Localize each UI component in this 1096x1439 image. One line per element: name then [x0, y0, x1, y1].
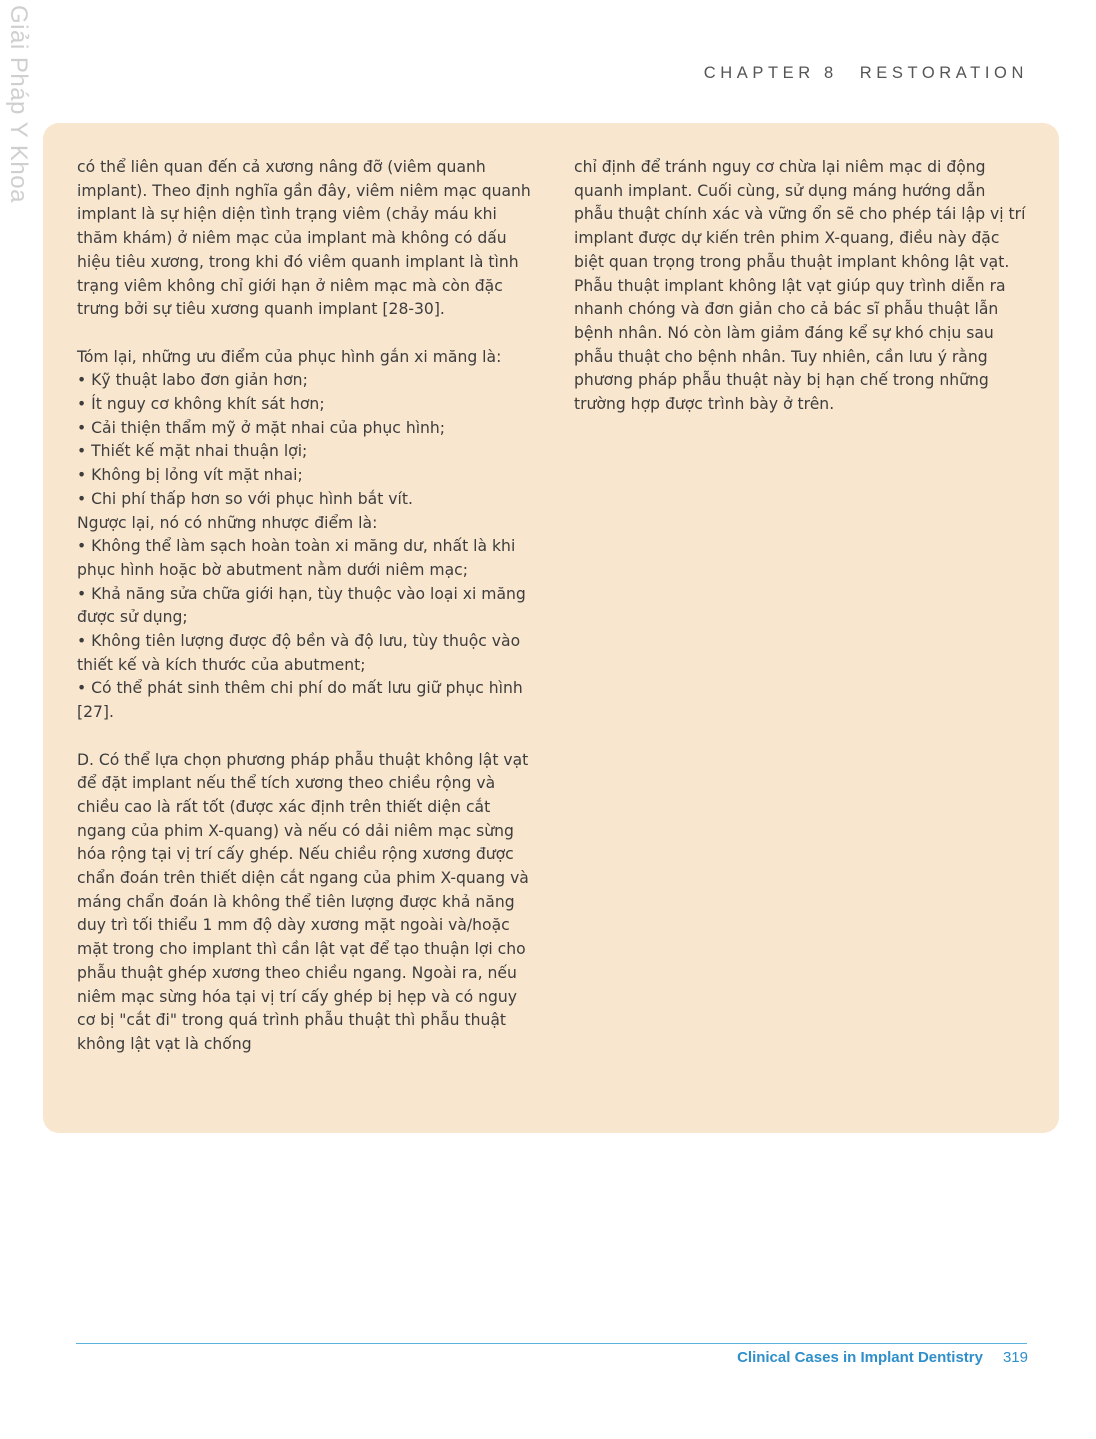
left-column — [77, 156, 535, 1057]
list-item: • Không thể làm sạch hoàn toàn xi măng dư, nhất là khi phục hình hoặc bờ abutment nằm dưới niêm mạc; — [77, 535, 535, 582]
advantages-intro: Tóm lại, những ưu điểm của phục hình gắn xi măng là: — [77, 347, 502, 366]
disadvantages-list — [77, 535, 535, 725]
list-item: • Không tiên lượng được độ bền và độ lưu, tùy thuộc vào thiết kế và kích thước của abutment; — [77, 630, 535, 677]
list-item: • Không bị lỏng vít mặt nhai; — [77, 464, 535, 488]
footer-rule — [76, 1343, 1027, 1344]
text-panel — [43, 123, 1059, 1133]
list-item: • Thiết kế mặt nhai thuận lợi; — [77, 440, 535, 464]
list-item: • Kỹ thuật labo đơn giản hơn; — [77, 369, 535, 393]
list-item: • Khả năng sửa chữa giới hạn, tùy thuộc vào loại xi măng được sử dụng; — [77, 583, 535, 630]
section-label: RESTORATION — [859, 64, 1028, 82]
paragraph-peri-implant: có thể liên quan đến cả xương nâng đỡ (viêm quanh implant). Theo định nghĩa gần đây, viêm niêm mạc quanh implant là sự hiện diện tình trạng viêm (chảy máu khi thăm khám) ở niêm mạc của implant mà không có dấu hiệu tiêu xương, trong khi đó viêm quanh implant là tình trạng viêm không chỉ giới hạn ở niêm mạc mà còn đặc trưng bởi sự tiêu xương quanh implant [28-30]. — [77, 158, 531, 319]
list-item: • Có thể phát sinh thêm chi phí do mất lưu giữ phục hình [27]. — [77, 677, 535, 724]
disadvantages-intro: Ngược lại, nó có những nhược điểm là: — [77, 513, 378, 532]
watermark-text: Giải Pháp Y Khoa — [5, 5, 32, 203]
book-title: Clinical Cases in Implant Dentistry — [737, 1349, 983, 1366]
chapter-label: CHAPTER 8 — [703, 64, 838, 82]
list-item: • Cải thiện thẩm mỹ ở mặt nhai của phục hình; — [77, 417, 535, 441]
paragraph-flapless-d: D. Có thể lựa chọn phương pháp phẫu thuật không lật vạt để đặt implant nếu thể tích xương theo chiều rộng và chiều cao là rất tốt (được xác định trên thiết diện cắt ngang của phim X-quang) và nếu có dải niêm mạc sừng hóa rộng tại vị trí cấy ghép. Nếu chiều rộng xương được chẩn đoán trên thiết diện cắt ngang của phim X-quang và máng chẩn đoán là không thể tiên lượng được khả năng duy trì tối thiểu 1 mm độ dày xương mặt ngoài và/hoặc mặt trong cho implant thì cần lật vạt để tạo thuận lợi cho phẫu thuật ghép xương theo chiều ngang. Ngoài ra, nếu niêm mạc sừng hóa tại vị trí cấy ghép bị hẹp và có nguy cơ bị "cắt đi" trong quá trình phẫu thuật thì phẫu thuật không lật vạt là chống — [77, 750, 529, 1053]
page-footer — [737, 1349, 1028, 1366]
right-column — [574, 156, 1026, 417]
list-item: • Chi phí thấp hơn so với phục hình bắt vít. — [77, 488, 535, 512]
page-number: 319 — [1002, 1349, 1028, 1366]
paragraph-flapless-benefits: Phẫu thuật implant không lật vạt giúp quy trình diễn ra nhanh chóng và đơn giản cho cả bác sĩ phẫu thuật lẫn bệnh nhân. Nó còn làm giảm đáng kể sự khó chịu sau phẫu thuật cho bệnh nhân. Tuy nhiên, cần lưu ý rằng phương pháp phẫu thuật này bị hạn chế trong những trường hợp được trình bày ở trên. — [574, 276, 1006, 414]
running-head — [704, 64, 1028, 83]
advantages-list — [77, 369, 535, 511]
paragraph-continuation: chỉ định để tránh nguy cơ chừa lại niêm mạc di động quanh implant. Cuối cùng, sử dụng máng hướng dẫn phẫu thuật chính xác và vững ổn sẽ cho phép tái lập vị trí implant được dự kiến trên phim X-quang, điều này đặc biệt quan trọng trong phẫu thuật implant không lật vạt. — [574, 158, 1026, 271]
list-item: • Ít nguy cơ không khít sát hơn; — [77, 393, 535, 417]
